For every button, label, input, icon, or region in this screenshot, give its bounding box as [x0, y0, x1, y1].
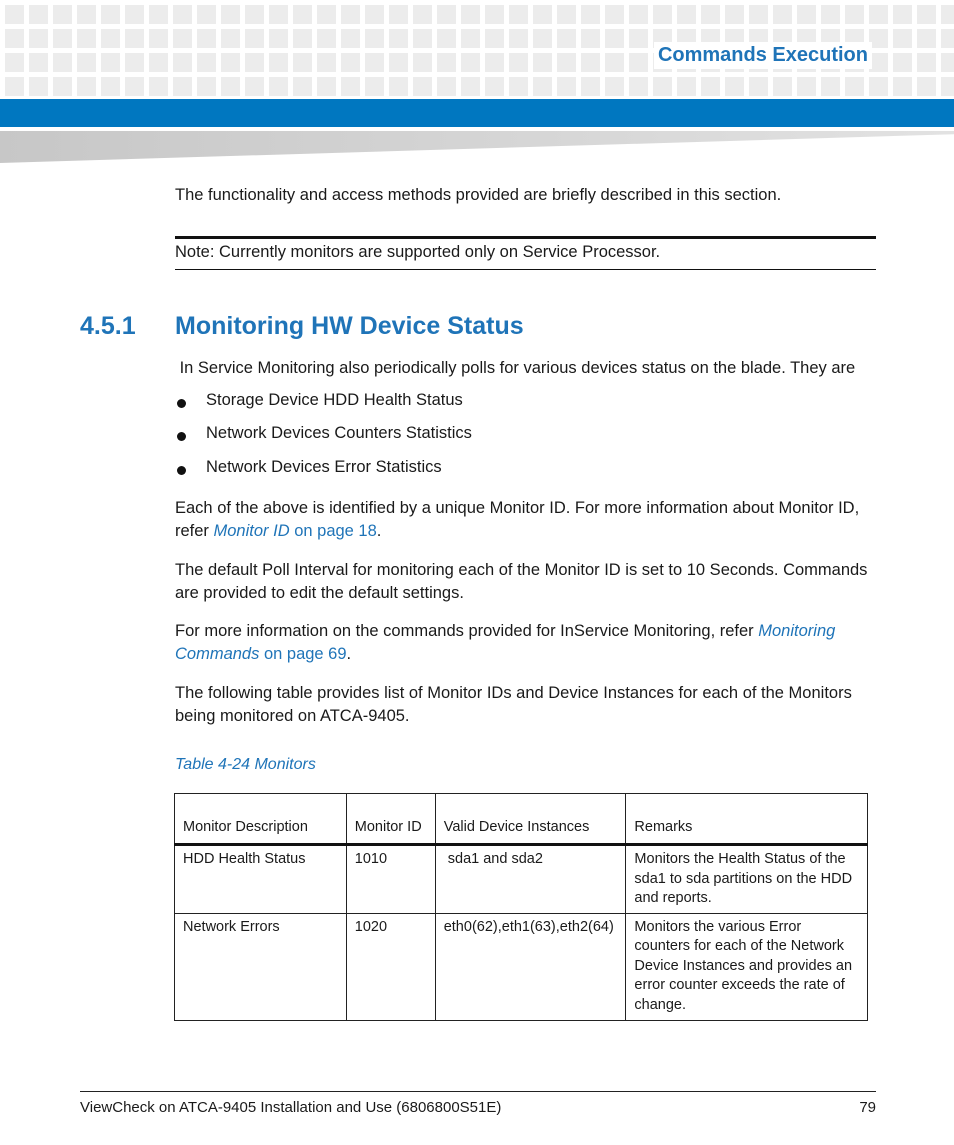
paragraph-end: . — [346, 645, 352, 663]
header-grey-swoosh — [0, 131, 954, 163]
link-title: Monitoring Commands — [175, 622, 836, 663]
table-cell: Monitors the various Error counters for each of the Network Device Instances and provides an error counter exceeds the rate of change. — [626, 913, 868, 1020]
section-title: Monitoring HW Device Status — [175, 312, 524, 340]
table-header-cell: Remarks — [626, 794, 868, 845]
monitor-id-link[interactable] — [214, 522, 377, 540]
table-header-cell: Monitor ID — [346, 794, 435, 845]
paragraph-text: Each of the above is identified by a unique Monitor ID. For more information about Monitor ID, refer — [175, 499, 860, 540]
bullet-label: Storage Device HDD Health Status — [206, 391, 463, 409]
table-cell: eth0(62),eth1(63),eth2(64) — [435, 913, 626, 1020]
table-row — [175, 913, 868, 1020]
link-title: Monitor ID — [213, 522, 290, 540]
table-header-cell: Valid Device Instances — [435, 794, 626, 845]
bullet-dot — [177, 399, 186, 408]
footer-rule — [80, 1091, 876, 1092]
paragraph-text: For more information on the commands provided for InService Monitoring, refer — [175, 622, 759, 640]
monitor-id-paragraph — [175, 497, 875, 543]
table-header-row — [175, 794, 868, 845]
table-row — [175, 845, 868, 914]
note-box — [175, 236, 876, 270]
table-cell: Monitors the Health Status of the sda1 to sda partitions on the HDD and reports. — [626, 845, 868, 914]
bullet-label: Network Devices Counters Statistics — [206, 424, 472, 442]
section-number: 4.5.1 — [80, 312, 136, 340]
paragraph-end: . — [376, 522, 382, 540]
table-cell: 1010 — [346, 845, 435, 914]
link-page: on page 69 — [259, 645, 347, 663]
note-text: Note: Currently monitors are supported only on Service Processor. — [175, 243, 661, 261]
intro-paragraph: The functionality and access methods provided are briefly described in this section. — [175, 186, 782, 204]
header-blue-bar — [0, 99, 954, 127]
poll-interval-paragraph: The default Poll Interval for monitoring each of the Monitor ID is set to 10 Seconds. Commands are provided to edit the default settings. — [175, 561, 868, 602]
footer-document-title: ViewCheck on ATCA-9405 Installation and Use (6806800S51E) — [80, 1099, 502, 1116]
table-intro-paragraph: The following table provides list of Monitor IDs and Device Instances for each of the Monitors being monitored on ATCA-9405. — [175, 684, 852, 725]
table-cell: 1020 — [346, 913, 435, 1020]
page-number: 79 — [859, 1099, 876, 1116]
monitors-table — [174, 793, 868, 1021]
bullet-dot — [177, 432, 186, 441]
commands-paragraph — [175, 620, 875, 666]
table-cell: HDD Health Status — [175, 845, 347, 914]
link-page: on page 18 — [289, 522, 377, 540]
table-cell: Network Errors — [175, 913, 347, 1020]
table-cell: sda1 and sda2 — [435, 845, 626, 914]
bullet-label: Network Devices Error Statistics — [206, 458, 442, 476]
lead-paragraph: In Service Monitoring also periodically polls for various devices status on the blade. They are — [175, 359, 856, 377]
table-caption: Table 4-24 Monitors — [175, 756, 316, 773]
bullet-dot — [177, 466, 186, 475]
running-header-title: Commands Execution — [654, 42, 872, 69]
table-header-cell: Monitor Description — [175, 794, 347, 845]
